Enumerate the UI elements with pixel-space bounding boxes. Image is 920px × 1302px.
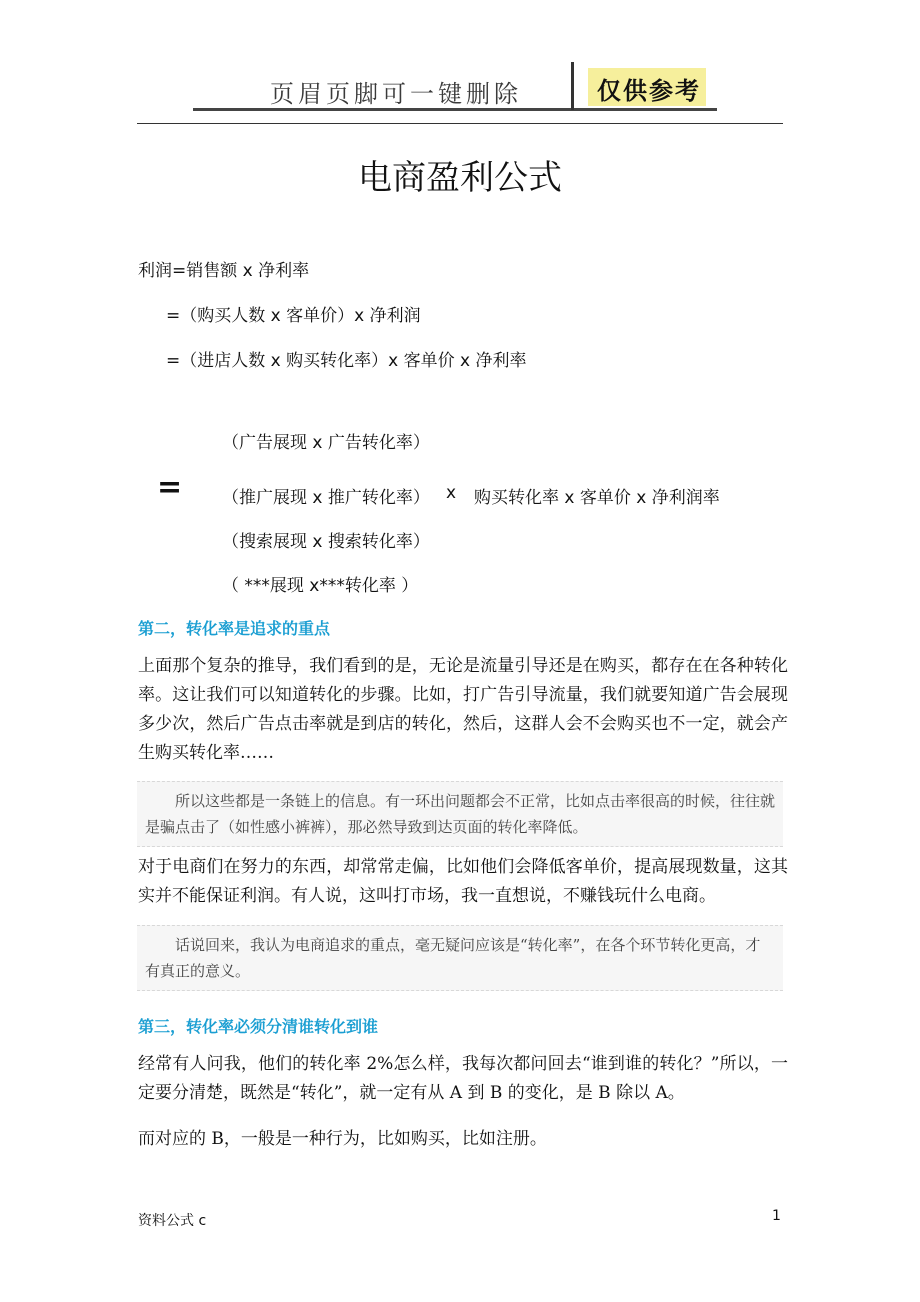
section-3-paragraph-2: 而对应的 B，一般是一种行为，比如购买，比如注册。 [138,1129,547,1149]
formula-source-promo: （推广展现 x 推广转化率） [222,488,430,508]
formula-tail: 购买转化率 x 客单价 x 净利润率 [474,488,720,508]
header-banner-text: 页眉页脚可一键删除 [270,80,522,108]
formula-line-1: 利润=销售额 x 净利率 [138,261,310,281]
formula-big-equals: = [157,470,183,505]
formula-line-3: =（进店人数 x 购买转化率）x 客单价 x 净利率 [166,351,527,371]
header-rule [137,123,783,124]
formula-source-other: （ ***展现 x***转化率 ） [222,576,419,596]
section-2-paragraph-2: 对于电商们在努力的东西，却常常走偏，比如他们会降低客单价，提高展现数量，这其实并不能保证利润。有人说，这叫打市场，我一直想说，不赚钱玩什么电商。 [138,857,788,906]
formula-line-2: =（购买人数 x 客单价）x 净利润 [166,306,421,326]
quote-1-text: 所以这些都是一条链上的信息。有一环出问题都会不正常，比如点击率很高的时候，往往就是骗点击了（如性感小裤裤），那必然导致到达页面的转化率降低。 [145,792,776,836]
footer-label: 资料公式 c [138,1213,207,1229]
section-3-paragraph-1: 经常有人问我，他们的转化率 2%怎么样，我每次都问回去“谁到谁的转化？”所以，一定要分清楚，既然是“转化”，就一定有从 A 到 B 的变化，是 B 除以 A。 [138,1054,788,1103]
section-2-paragraph-1: 上面那个复杂的推导，我们看到的是，无论是流量引导还是在购买，都存在在各种转化率。这让我们可以知道转化的步骤。比如，打广告引导流量，我们就要知道广告会展现多少次，然后广告点击率就是到店的转化，然后，这群人会不会购买也不一定，就会产生购买转化率…… [138,656,788,763]
quote-2-text: 话说回来，我认为电商追求的重点，毫无疑问应该是“转化率”，在各个环节转化更高，才有真正的意义。 [145,936,761,980]
section-2-quote-1 [137,781,783,847]
header-underline [193,108,717,111]
page-number: 1 [772,1208,781,1224]
section-3-heading: 第三，转化率必须分清谁转化到谁 [138,1017,379,1036]
formula-source-search: （搜索展现 x 搜索转化率） [222,532,430,552]
formula-source-ads: （广告展现 x 广告转化率） [222,433,430,453]
page-title: 电商盈利公式 [358,158,562,198]
formula-times: x [446,483,457,503]
section-2-heading: 第二，转化率是追求的重点 [138,619,331,638]
section-2-quote-2 [137,925,783,991]
header-divider [571,62,574,110]
header-badge: 仅供参考 [597,77,701,105]
